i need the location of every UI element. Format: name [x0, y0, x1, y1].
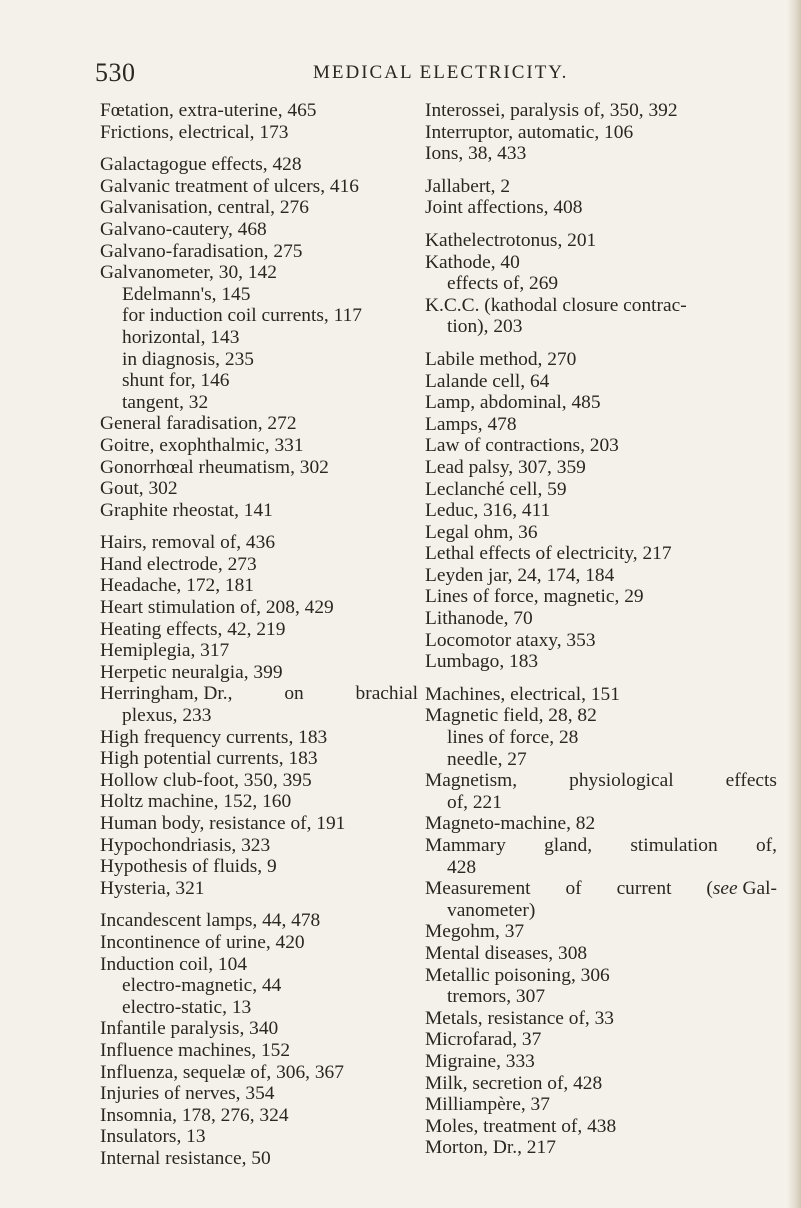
- index-entry: Incandescent lamps, 44, 478: [100, 910, 321, 932]
- index-entry: Fœtation, extra-uterine, 465: [100, 100, 317, 121]
- index-subentry: Edelmann's, 145: [122, 283, 251, 305]
- index-entry-continuation: 428: [447, 856, 477, 878]
- index-entry: Graphite rheostat, 141: [100, 499, 273, 521]
- index-entry: Hemiplegia, 317: [100, 640, 230, 662]
- index-entry: [425, 835, 777, 857]
- index-entry: Lead palsy, 307, 359: [425, 456, 586, 478]
- index-entry: Leclanché cell, 59: [425, 478, 567, 500]
- index-subentry: shunt for, 146: [122, 370, 230, 392]
- index-entry: Kathelectrotonus, 201: [425, 229, 597, 251]
- index-entry: Influence machines, 152: [100, 1039, 291, 1061]
- index-entry: Ions, 38, 433: [425, 143, 527, 165]
- index-entry: Goitre, exophthalmic, 331: [100, 434, 304, 456]
- index-entry-word: on: [284, 683, 304, 705]
- index-entry: High frequency currents, 183: [100, 726, 328, 748]
- index-entry: Lamps, 478: [425, 413, 517, 435]
- index-entry: Gout, 302: [100, 478, 178, 500]
- index-entry-continuation: of, 221: [447, 791, 502, 813]
- index-entry-word: gland,: [544, 835, 593, 856]
- index-entry: Influenza, sequelæ of, 306, 367: [100, 1061, 344, 1083]
- index-entry-continuation: plexus, 233: [122, 705, 212, 727]
- index-entry-word: brachial: [355, 683, 418, 705]
- index-entry-word: physiological: [569, 770, 674, 792]
- running-title: MEDICAL ELECTRICITY.: [313, 62, 569, 83]
- index-entry: Interossei, paralysis of, 350, 392: [425, 100, 678, 121]
- index-subentry: electro-static, 13: [122, 996, 252, 1018]
- index-entry-word: effects: [725, 770, 777, 792]
- index-entry: Incontinence of urine, 420: [100, 931, 305, 953]
- index-entry: Galactagogue effects, 428: [100, 154, 302, 176]
- index-entry: Galvano-faradisation, 275: [100, 240, 303, 262]
- index-entry: Magnetic field, 28, 82: [425, 705, 597, 727]
- index-entry: Joint affections, 408: [425, 197, 583, 219]
- index-entry: Lalande cell, 64: [425, 370, 550, 392]
- index-entry: Mental diseases, 308: [425, 942, 588, 964]
- index-entry-continuation: vanometer): [447, 899, 536, 921]
- index-entry: Human body, resistance of, 191: [100, 813, 346, 834]
- index-subentry: needle, 27: [447, 748, 527, 770]
- index-entry: Galvano-cautery, 468: [100, 218, 267, 240]
- index-entry: Infantile paralysis, 340: [100, 1018, 279, 1040]
- index-entry: Lethal effects of electricity, 217: [425, 543, 672, 565]
- index-entry: [425, 878, 777, 900]
- index-entry: Insomnia, 178, 276, 324: [100, 1104, 289, 1126]
- index-entry: Lithanode, 70: [425, 608, 533, 630]
- index-subentry: effects of, 269: [447, 273, 559, 295]
- index-entry: Metallic poisoning, 306: [425, 964, 610, 986]
- index-entry: Holtz machine, 152, 160: [100, 791, 292, 813]
- index-entry-word: (see Gal-: [706, 878, 777, 900]
- index-entry: Frictions, electrical, 173: [100, 121, 289, 143]
- index-entry-word: of,: [755, 835, 777, 856]
- index-subentry: in diagnosis, 235: [122, 348, 254, 370]
- index-subentry: electro-magnetic, 44: [122, 975, 282, 997]
- index-entry: Labile method, 270: [425, 348, 577, 370]
- index-entry: Megohm, 37: [425, 921, 525, 943]
- index-entry: Leduc, 316, 411: [425, 500, 551, 522]
- index-entry: Migraine, 333: [425, 1050, 535, 1072]
- index-entry: [425, 770, 777, 792]
- index-entry: Injuries of nerves, 354: [100, 1083, 275, 1105]
- index-entry: Herpetic neuralgia, 399: [100, 661, 283, 683]
- index-entry: Microfarad, 37: [425, 1029, 542, 1051]
- index-entry-word: Mammary: [425, 835, 506, 856]
- index-entry: Metals, resistance of, 33: [425, 1007, 615, 1029]
- index-entry: Morton, Dr., 217: [425, 1137, 556, 1159]
- index-entry: Milk, secretion of, 428: [425, 1072, 603, 1094]
- index-entry: Legal ohm, 36: [425, 521, 538, 543]
- index-entry: Heating effects, 42, 219: [100, 618, 286, 640]
- index-entry: Milliampère, 37: [425, 1094, 550, 1116]
- index-entry: Lumbago, 183: [425, 651, 539, 673]
- index-entry: Law of contractions, 203: [425, 435, 619, 457]
- index-subentry: tangent, 32: [122, 391, 209, 413]
- index-entry: Moles, treatment of, 438: [425, 1115, 617, 1137]
- index-entry: [100, 683, 418, 705]
- index-entry-word: Herringham, Dr.,: [100, 683, 233, 705]
- index-entry: Insulators, 13: [100, 1126, 206, 1148]
- index-entry-word: stimulation: [630, 835, 718, 856]
- index-entry: Hollow club-foot, 350, 395: [100, 769, 312, 791]
- index-entry: K.C.C. (kathodal closure contrac-: [425, 294, 687, 316]
- index-entry: Galvanometer, 30, 142: [100, 262, 277, 284]
- index-entry: Locomotor ataxy, 353: [425, 629, 596, 651]
- index-subentry: for induction coil currents, 117: [122, 305, 362, 327]
- index-column-left: [100, 100, 418, 1170]
- index-entry-word: Measurement: [425, 878, 531, 900]
- index-entry: Magneto-machine, 82: [425, 813, 596, 835]
- index-entry: Jallabert, 2: [425, 175, 511, 197]
- index-subentry: lines of force, 28: [447, 727, 579, 749]
- index-entry: Internal resistance, 50: [100, 1147, 271, 1169]
- index-subentry: horizontal, 143: [122, 326, 240, 348]
- index-entry-continuation: tion), 203: [447, 316, 523, 338]
- index-entry: General faradisation, 272: [100, 413, 297, 435]
- index-entry: Hysteria, 321: [100, 877, 205, 899]
- page-edge-shadow: [787, 0, 801, 1208]
- index-entry: Galvanic treatment of ulcers, 416: [100, 175, 359, 197]
- index-entry: Lamp, abdominal, 485: [425, 392, 601, 414]
- page-number: 530: [95, 58, 136, 87]
- index-entry: Gonorrhœal rheumatism, 302: [100, 456, 329, 478]
- index-entry-word: of: [565, 878, 582, 900]
- index-entry: Hypothesis of fluids, 9: [100, 856, 277, 878]
- index-entry-word: current: [616, 878, 672, 900]
- index-entry: Hypochondriasis, 323: [100, 834, 271, 856]
- index-entry: Machines, electrical, 151: [425, 683, 620, 705]
- page-header: [95, 58, 761, 88]
- index-entry: Leyden jar, 24, 174, 184: [425, 564, 615, 586]
- index-entry: Hand electrode, 273: [100, 553, 257, 575]
- index-entry: Heart stimulation of, 208, 429: [100, 597, 334, 619]
- index-entry: Interruptor, automatic, 106: [425, 121, 634, 143]
- index-entry: Headache, 172, 181: [100, 575, 254, 597]
- index-subentry: tremors, 307: [447, 986, 546, 1008]
- index-entry: Induction coil, 104: [100, 953, 248, 975]
- index-column-right: [425, 100, 777, 1159]
- index-entry-word: Magnetism,: [425, 770, 518, 792]
- index-entry: Kathode, 40: [425, 251, 520, 273]
- index-entry: Galvanisation, central, 276: [100, 197, 309, 219]
- index-entry: High potential currents, 183: [100, 748, 318, 770]
- index-entry: Hairs, removal of, 436: [100, 532, 276, 554]
- index-entry: Lines of force, magnetic, 29: [425, 586, 644, 608]
